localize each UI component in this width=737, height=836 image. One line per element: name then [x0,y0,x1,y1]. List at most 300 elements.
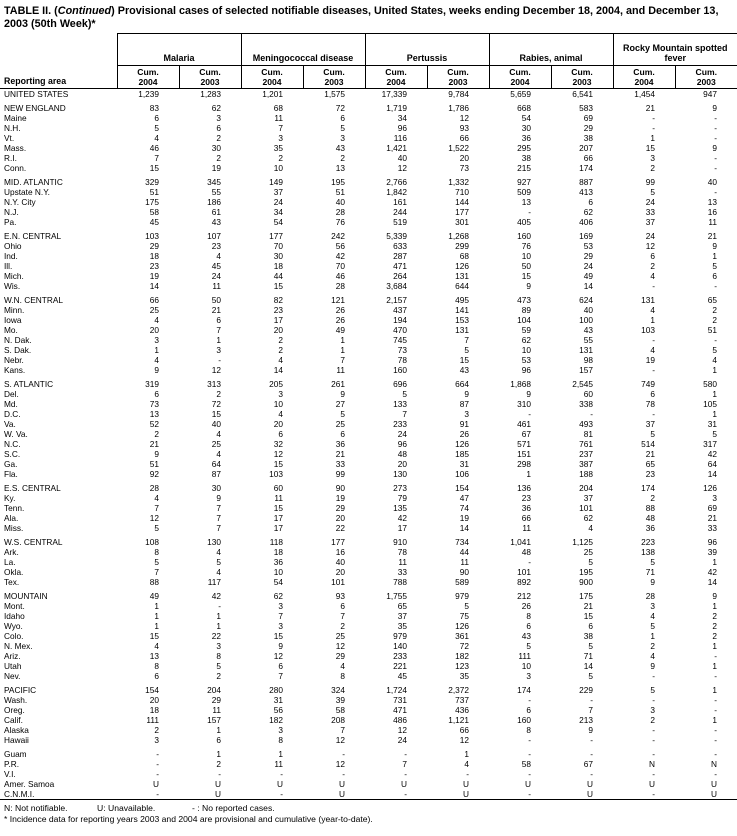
value-cell: 93 [335,591,346,601]
value-cell: 88 [149,577,159,587]
value-cell: 25 [335,631,346,641]
value-cell: 1,719 [386,103,408,113]
value-cell: 4 [650,345,656,355]
value-cell: - [590,749,594,759]
title-continued: Continued [57,5,112,17]
value-cell: 9 [650,661,656,671]
value-cell: 3,684 [386,281,408,291]
value-cell: 21 [645,103,656,113]
value-cell: 9 [588,725,594,735]
value-cell: 121 [331,295,346,305]
value-cell: 55 [583,335,594,345]
value-cell: 24 [645,197,656,207]
value-cell: 96 [397,439,408,449]
value-cell: 103 [145,231,159,241]
table-row [0,379,737,389]
value-cell: 18 [273,261,283,271]
value-cell: 32 [273,439,283,449]
row-label: Okla. [4,567,24,577]
value-cell: 12 [149,513,159,523]
value-cell: 664 [455,379,470,389]
value-cell: 273 [393,483,408,493]
value-cell: 12 [645,241,656,251]
value-cell: 31 [273,695,283,705]
value-cell: 1,121 [448,715,470,725]
value-cell: 9 [464,389,470,399]
table-row [0,611,737,621]
value-cell: 68 [459,251,470,261]
value-cell: - [652,789,656,799]
table-row [0,419,737,429]
value-cell: 6 [526,705,532,715]
value-cell: 73 [397,345,408,355]
value-cell: 2 [154,429,159,439]
value-cell: - [342,749,346,759]
table-row [0,769,737,779]
value-cell: 17 [273,513,283,523]
value-cell: 10 [273,163,283,173]
value-cell: 405 [517,217,532,227]
value-cell: - [528,789,532,799]
legend-not-notifiable: N: Not notifiable. [4,803,68,813]
value-cell: 9 [712,241,718,251]
value-cell: 3 [464,409,470,419]
value-cell: 21 [583,601,594,611]
value-cell: 9 [712,143,718,153]
value-cell: 70 [273,241,283,251]
value-cell: 78 [645,399,656,409]
sub-header: Cum. 2003 [179,66,241,89]
row-label: R.I. [4,153,17,163]
value-cell: - [714,651,718,661]
value-cell: 6 [650,251,656,261]
row-label: Minn. [4,305,25,315]
value-cell: 13 [707,197,718,207]
value-cell: 99 [335,469,346,479]
value-cell: 54 [273,577,283,587]
value-cell: 111 [146,715,159,725]
value-cell: 67 [583,759,594,769]
value-cell: U [463,789,470,799]
row-label: Ohio [4,241,22,251]
value-cell: U [463,779,470,789]
table-row [0,661,737,671]
value-cell: 207 [579,143,594,153]
value-cell: - [714,133,718,143]
value-cell: 40 [583,305,594,315]
table-row [0,355,737,365]
value-cell: 96 [397,123,408,133]
value-cell: 6,541 [572,89,594,99]
value-cell: 66 [149,295,159,305]
table-row [0,601,737,611]
value-cell: 624 [579,295,594,305]
value-cell: 9 [278,641,283,651]
value-cell: 3 [216,641,221,651]
value-cell: 1 [650,315,656,325]
value-cell: 106 [455,469,470,479]
value-cell: 42 [707,567,718,577]
value-cell: 60 [583,389,594,399]
value-cell: 4 [216,547,221,557]
value-cell: 56 [335,241,346,251]
value-cell: 1 [154,345,159,355]
value-cell: 126 [703,483,718,493]
value-cell: 38 [521,153,532,163]
value-cell: 50 [211,295,221,305]
table-row [0,365,737,375]
value-cell: 20 [335,567,346,577]
value-cell: 17 [397,523,408,533]
value-cell: 15 [211,409,221,419]
value-cell: 126 [455,621,470,631]
value-cell: 26 [521,601,532,611]
value-cell: U [649,779,656,789]
value-cell: 1,724 [386,685,408,695]
value-cell: - [590,695,594,705]
value-cell: 40 [707,177,718,187]
value-cell: 280 [269,685,283,695]
value-cell: - [528,735,532,745]
value-cell: 58 [521,759,532,769]
value-cell: 514 [641,439,656,449]
row-label: Ill. [4,261,13,271]
value-cell: U [401,779,408,789]
value-cell: 26 [335,305,346,315]
title-rest: ) Provisional cases of selected notifiable diseases, United States, weeks ending December 18, 2004, and December 13, 2003 (50th Week)* [4,5,719,30]
value-cell: 19 [459,513,470,523]
value-cell: U [711,789,718,799]
row-label: W. Va. [4,429,28,439]
value-cell: 9 [712,591,718,601]
value-cell: 1 [154,611,159,621]
row-label: W.S. CENTRAL [4,537,63,547]
row-label: N.C. [4,439,21,449]
row-label: Alaska [4,725,29,735]
value-cell: 4 [340,661,346,671]
value-cell: 9 [154,449,159,459]
table-row [0,591,737,601]
value-cell: 64 [707,459,718,469]
value-cell: 6 [712,271,718,281]
value-cell: 174 [641,483,656,493]
table-row [0,345,737,355]
value-cell: 20 [459,153,470,163]
table-row [0,557,737,567]
value-cell: 3 [712,493,718,503]
value-cell: 131 [641,295,656,305]
value-cell: 45 [149,217,159,227]
value-cell: 47 [459,493,470,503]
value-cell: - [466,769,470,779]
value-cell: 3 [154,735,159,745]
value-cell: 2 [650,715,656,725]
value-cell: 212 [517,591,532,601]
value-cell: 65 [645,459,656,469]
value-cell: 169 [579,231,594,241]
table-row [0,631,737,641]
table-row [0,187,737,197]
value-cell: 910 [393,537,408,547]
value-cell: 471 [393,705,408,715]
incidence-note: * Incidence data for reporting years 2003 and 2004 are provisional and cumulative (year-to-date). [4,813,373,824]
value-cell: 83 [149,103,159,113]
value-cell: 24 [273,197,283,207]
value-cell: 5 [340,409,346,419]
row-label: Ind. [4,251,18,261]
value-cell: - [652,725,656,735]
value-cell: 5 [650,685,656,695]
row-label: Tex. [4,577,20,587]
group-header: Meningococcal disease [241,34,365,66]
value-cell: 495 [455,295,470,305]
value-cell: 208 [331,715,346,725]
value-cell: 174 [517,685,532,695]
value-cell: 37 [273,187,283,197]
table-row [0,399,737,409]
value-cell: 76 [521,241,532,251]
value-cell: 299 [455,241,470,251]
value-cell: 195 [579,567,594,577]
value-cell: - [528,409,532,419]
value-cell: 589 [455,577,470,587]
value-cell: 7 [216,513,221,523]
value-cell: - [590,735,594,745]
value-cell: 473 [517,295,532,305]
value-cell: 11 [460,557,470,567]
value-cell: 51 [335,187,346,197]
table-row [0,513,737,523]
value-cell: - [652,113,656,123]
value-cell: U [153,779,159,789]
value-cell: 10 [521,345,532,355]
value-cell: 1 [712,409,718,419]
value-cell: 43 [583,325,594,335]
title-prefix: TABLE II. ( [4,5,58,17]
value-cell: 413 [579,187,594,197]
value-cell: - [218,601,221,611]
table-row [0,241,737,251]
value-cell: 264 [393,271,408,281]
value-cell: 5 [402,389,408,399]
value-cell: 33 [397,567,408,577]
value-cell: 6 [278,661,283,671]
value-cell: 301 [455,217,470,227]
value-cell: 8 [154,547,159,557]
value-cell: 36 [521,503,532,513]
value-cell: 49 [149,591,159,601]
value-cell: 19 [149,271,159,281]
table-row [0,705,737,715]
value-cell: 1 [154,621,159,631]
row-label: PACIFIC [4,685,37,695]
value-cell: 66 [521,513,532,523]
value-cell: 62 [273,591,283,601]
value-cell: 5 [712,261,718,271]
value-cell: 62 [583,513,594,523]
group-header: Rocky Mountain spotted fever [613,34,737,66]
table-row [0,567,737,577]
value-cell: 23 [273,305,283,315]
value-cell: - [714,725,718,735]
value-cell: 229 [579,685,594,695]
sub-header: Cum. 2003 [303,66,365,89]
row-label: UNITED STATES [4,89,69,99]
value-cell: 387 [579,459,594,469]
table-row [0,89,737,100]
value-cell: 11 [336,365,346,375]
value-cell: - [714,281,718,291]
value-cell: 101 [517,567,532,577]
value-cell: 3 [650,153,656,163]
notifiable-diseases-table [0,33,737,800]
value-cell: 5 [712,345,718,355]
value-cell: 3 [216,113,221,123]
value-cell: 87 [459,399,470,409]
value-cell: - [528,769,532,779]
value-cell: 13 [335,163,346,173]
row-label: P.R. [4,759,20,769]
row-label: E.N. CENTRAL [4,231,62,241]
value-cell: 1 [712,251,718,261]
value-cell: 14 [459,523,470,533]
value-cell: 21 [211,305,221,315]
value-cell: - [714,749,718,759]
value-cell: - [590,769,594,779]
group-header: Malaria [117,34,241,66]
table-row [0,715,737,725]
value-cell: 126 [455,261,470,271]
row-label: Mo. [4,325,18,335]
value-cell: 105 [703,399,718,409]
value-cell: 5,339 [386,231,408,241]
value-cell: 9 [154,365,159,375]
value-cell: 437 [393,305,408,315]
row-label: Nev. [4,671,21,681]
row-label: Wash. [4,695,28,705]
value-cell: 3 [340,133,346,143]
value-cell: 160 [517,715,532,725]
value-cell: - [714,769,718,779]
row-label: S.C. [4,449,21,459]
value-cell: 4 [650,305,656,315]
row-label: Wyo. [4,621,23,631]
value-cell: 75 [459,611,470,621]
value-cell: U [215,779,221,789]
value-cell: 6 [154,671,159,681]
value-cell: 56 [273,705,283,715]
value-cell: 2 [650,261,656,271]
value-cell: 20 [273,419,283,429]
value-cell: 19 [335,493,346,503]
value-cell: 3 [650,601,656,611]
value-cell: 177 [455,207,470,217]
value-cell: U [525,779,532,789]
row-label: Va. [4,419,16,429]
row-label: Miss. [4,523,24,533]
value-cell: 287 [393,251,408,261]
value-cell: 35 [459,671,470,681]
sub-header: Cum. 2003 [675,66,737,89]
value-cell: 62 [583,207,594,217]
value-cell: 979 [393,631,408,641]
value-cell: 71 [583,651,594,661]
value-cell: 20 [149,325,159,335]
value-cell: - [652,365,656,375]
row-label: Kans. [4,365,26,375]
value-cell: 1 [712,661,718,671]
value-cell: 5 [154,523,159,533]
value-cell: 15 [273,503,283,513]
value-cell: 138 [641,547,656,557]
value-cell: 1,575 [324,89,346,99]
value-cell: 1 [154,601,159,611]
value-cell: 118 [269,537,283,547]
row-label: D.C. [4,409,21,419]
value-cell: 42 [707,449,718,459]
value-cell: U [277,779,283,789]
value-cell: 144 [455,197,470,207]
value-cell: - [404,769,408,779]
value-cell: 66 [583,153,594,163]
value-cell: 55 [211,187,221,197]
value-cell: 182 [269,715,283,725]
value-cell: U [215,789,221,799]
value-cell: 2 [712,631,718,641]
value-cell: 2 [154,725,159,735]
table-row [0,113,737,123]
value-cell: 69 [707,503,718,513]
value-cell: 29 [335,651,346,661]
value-cell: 345 [207,177,221,187]
value-cell: - [528,207,532,217]
value-cell: 7 [464,335,470,345]
value-cell: 927 [517,177,532,187]
value-cell: 82 [273,295,283,305]
value-cell: 7 [340,611,346,621]
value-cell: 15 [149,163,159,173]
value-cell: 36 [521,133,532,143]
value-cell: 73 [459,163,470,173]
row-label: Fla. [4,469,18,479]
value-cell: 710 [455,187,470,197]
value-cell: 14 [583,281,594,291]
value-cell: 101 [579,503,594,513]
value-cell: 5 [650,429,656,439]
value-cell: 46 [335,271,346,281]
value-cell: 3 [216,345,221,355]
value-cell: 1 [712,601,718,611]
value-cell: 88 [645,503,656,513]
value-cell: 174 [579,163,594,173]
value-cell: 887 [579,177,594,187]
value-cell: 40 [335,197,346,207]
value-cell: 6 [650,389,656,399]
value-cell: 6 [154,113,159,123]
row-label: W.N. CENTRAL [4,295,64,305]
value-cell: 5 [588,671,594,681]
value-cell: 205 [269,379,283,389]
row-label: Mich. [4,271,24,281]
value-cell: 40 [397,153,408,163]
row-label: Md. [4,399,18,409]
value-cell: 486 [393,715,408,725]
value-cell: 4 [154,315,159,325]
value-cell: 22 [211,631,221,641]
table-row [0,685,737,695]
value-cell: 37 [397,611,408,621]
value-cell: 66 [459,133,470,143]
